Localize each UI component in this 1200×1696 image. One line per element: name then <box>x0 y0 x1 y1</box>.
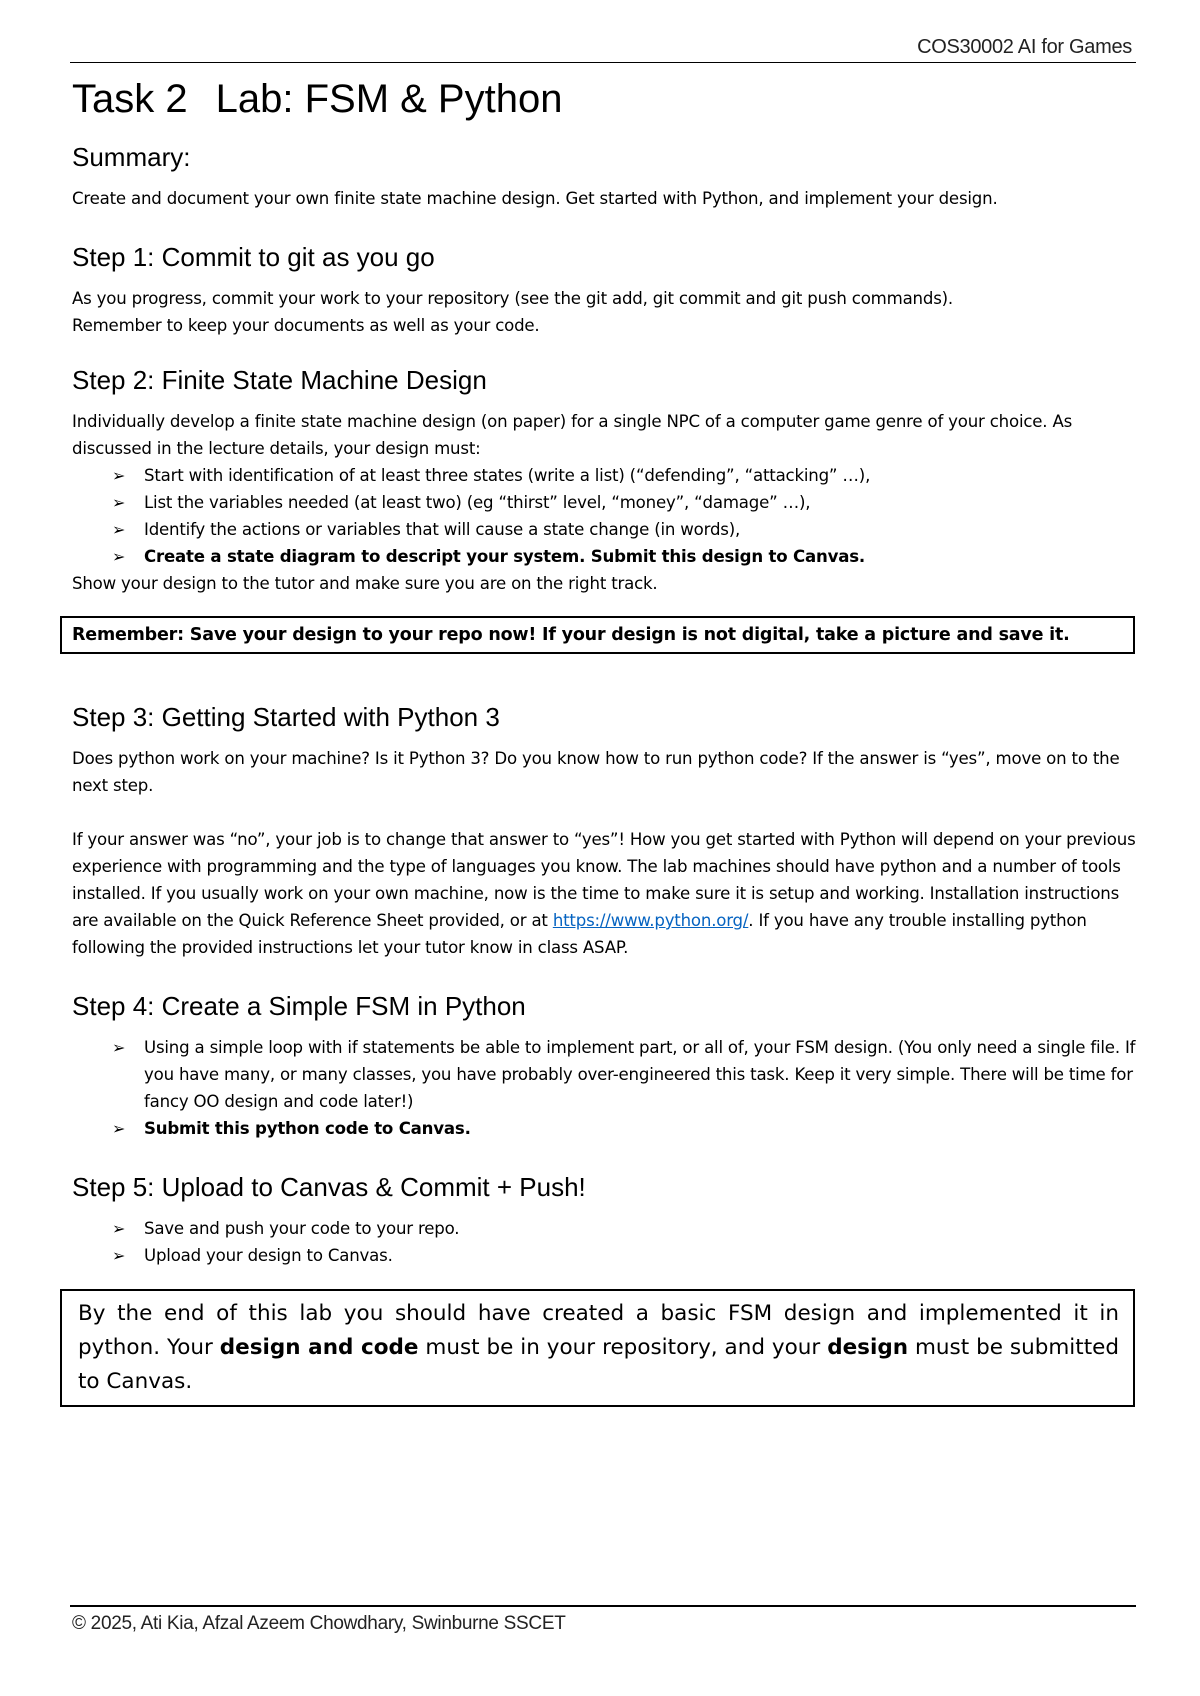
reminder-text: Remember: Save your design to your repo now! If your design is not digital, take a picture and save it. <box>72 625 1070 645</box>
list-item: ➢ Using a simple loop with if statements be able to implement part, or all of, your FSM design. (You only need a single file. If you have many, or many classes, you have probably over-engineered this task. Keep it very simple. There will be time for fancy OO design and code later!) <box>112 1034 1138 1115</box>
summary-box <box>60 1289 1135 1407</box>
step3-para1: Does python work on your machine? Is it Python 3? Do you know how to run python code? If the answer is “yes”, move on to the next step. <box>72 749 1120 795</box>
final-box-text: By the end of this lab you should have created a basic FSM design and implemented it in python. Your design and code must be in your repository, and your design must be submitted to Canvas. <box>78 1301 1119 1394</box>
step1-line2: Remember to keep your documents as well as your code. <box>72 316 540 335</box>
list-item: ➢ Start with identification of at least three states (write a list) (“defending”, “attacking” …), <box>112 462 1138 489</box>
header-rule <box>70 62 1136 63</box>
step1-line1: As you progress, commit your work to your repository (see the git add, git commit and git push commands). <box>72 289 954 308</box>
step5-bullet-list <box>112 1215 1138 1269</box>
step3-para2: If your answer was “no”, your job is to change that answer to “yes”! How you get started with Python will depend on your previous experience with programming and the type of languages you know. The lab machines should have python and a number of tools installed. If you usually work on your own machine, now is the time to make sure it is setup and working. Installation instructions are available on the Quick Reference Sheet provided, or at https://www.python.org/. If you have any trouble installing python following the provided instructions let your tutor know in class ASAP. <box>72 830 1136 957</box>
summary-heading: Summary: <box>72 142 191 172</box>
step3-heading: Step 3: Getting Started with Python 3 <box>72 702 500 732</box>
arrow-bullet-icon: ➢ <box>112 1119 126 1138</box>
python-org-link[interactable]: https://www.python.org/ <box>552 911 749 930</box>
list-item: ➢ Upload your design to Canvas. <box>112 1242 1138 1269</box>
task-name: Lab: FSM & Python <box>215 77 563 121</box>
step4-heading: Step 4: Create a Simple FSM in Python <box>72 991 526 1021</box>
arrow-bullet-icon: ➢ <box>112 520 126 539</box>
arrow-bullet-icon: ➢ <box>112 547 126 566</box>
step2-heading: Step 2: Finite State Machine Design <box>72 365 487 395</box>
arrow-bullet-icon: ➢ <box>112 493 126 512</box>
step2-intro: Individually develop a finite state machine design (on paper) for a single NPC of a computer game genre of your choice. As discussed in the lecture details, your design must: <box>72 412 1073 458</box>
step1-heading: Step 1: Commit to git as you go <box>72 242 435 272</box>
page-header-course: COS30002 AI for Games <box>917 36 1132 58</box>
step5-heading: Step 5: Upload to Canvas & Commit + Push! <box>72 1172 586 1202</box>
page-footer: © 2025, Ati Kia, Afzal Azeem Chowdhary, Swinburne SSCET <box>72 1613 566 1634</box>
task-number: Task 2 <box>72 77 188 121</box>
arrow-bullet-icon: ➢ <box>112 1219 126 1238</box>
step4-bullet-list <box>112 1034 1138 1142</box>
list-item: ➢ Identify the actions or variables that will cause a state change (in words), <box>112 516 1138 543</box>
summary-text: Create and document your own finite state machine design. Get started with Python, and implement your design. <box>72 189 998 208</box>
document-body <box>72 72 1138 1407</box>
list-item: ➢ Create a state diagram to descript your system. Submit this design to Canvas. <box>112 543 1138 570</box>
footer-rule <box>70 1605 1136 1607</box>
list-item: ➢ Save and push your code to your repo. <box>112 1215 1138 1242</box>
step2-outro: Show your design to the tutor and make sure you are on the right track. <box>72 574 658 593</box>
arrow-bullet-icon: ➢ <box>112 466 126 485</box>
list-item: ➢ Submit this python code to Canvas. <box>112 1115 1138 1142</box>
page-title <box>72 72 1138 126</box>
list-item: ➢ List the variables needed (at least two) (eg “thirst” level, “money”, “damage” …), <box>112 489 1138 516</box>
reminder-box <box>60 616 1135 654</box>
arrow-bullet-icon: ➢ <box>112 1038 126 1057</box>
step2-bullet-list <box>112 462 1138 570</box>
arrow-bullet-icon: ➢ <box>112 1246 126 1265</box>
